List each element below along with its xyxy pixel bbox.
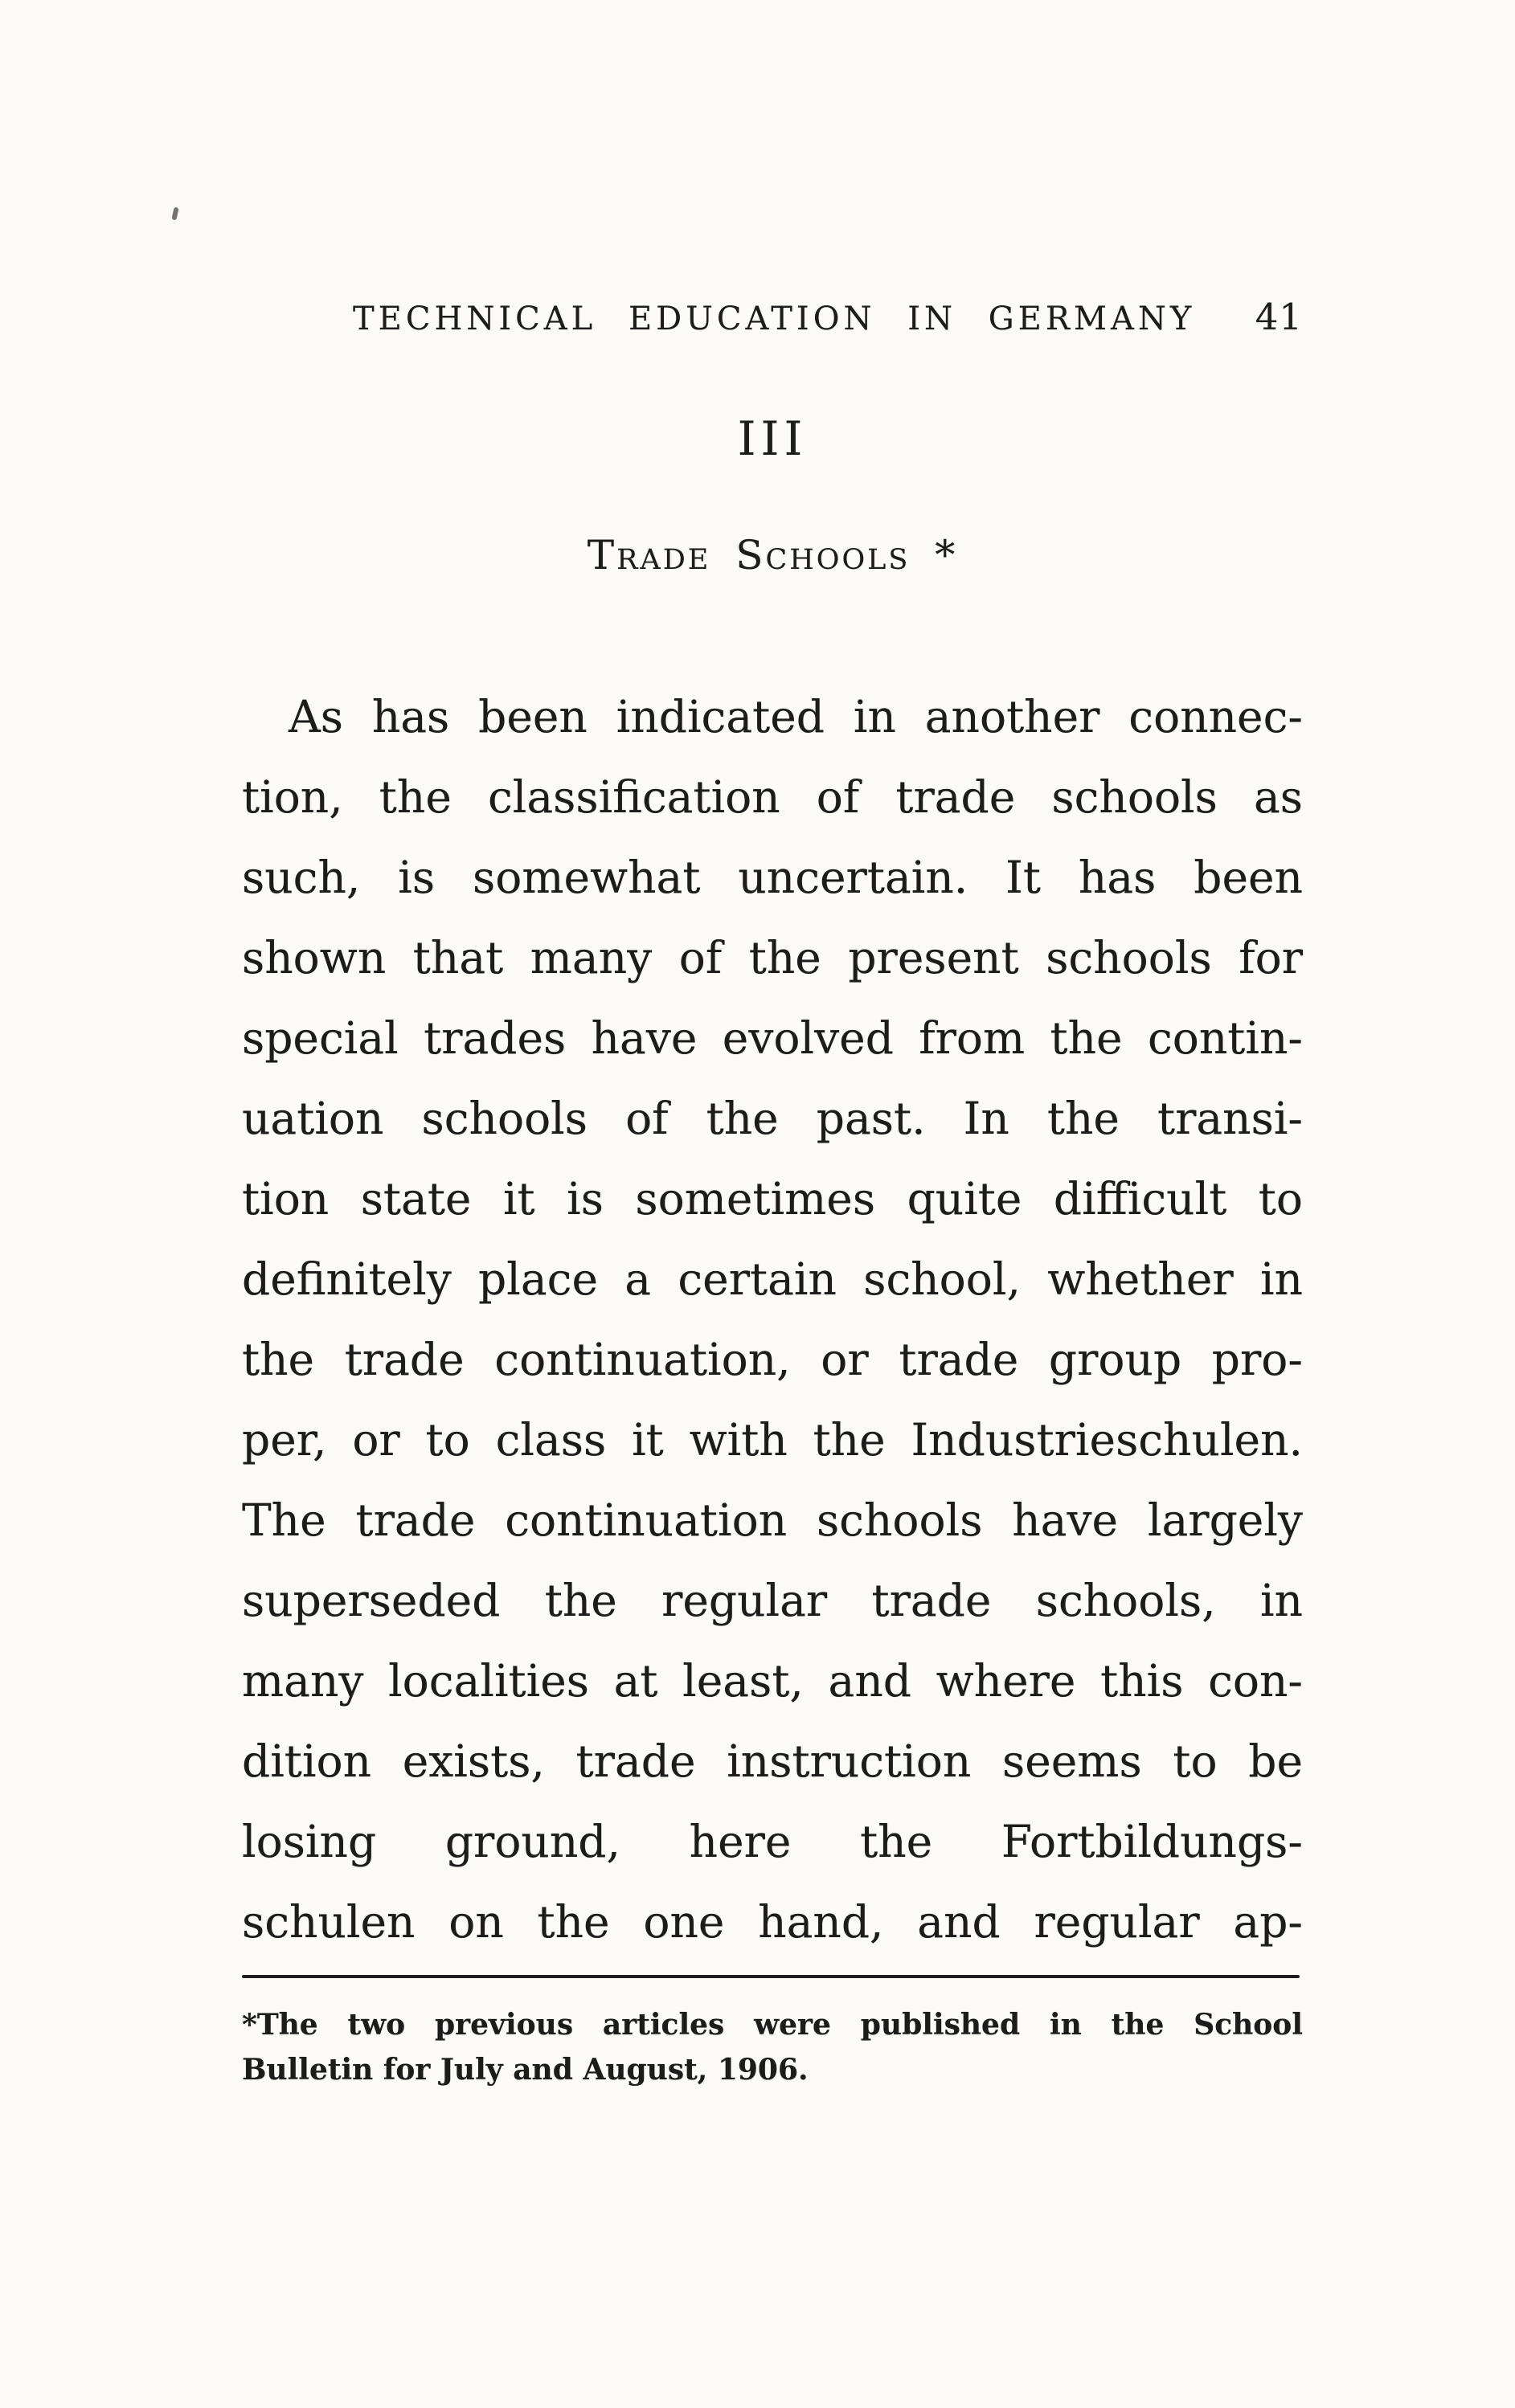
body-text-line: As has been indicated in another connec- [289,691,1303,742]
footnote-line: Bulletin for July and August, 1906. [242,2053,809,2087]
body-text-line: tion, the classification of trade schools as [242,771,1303,823]
footnote [242,2002,1303,2092]
body-text-line: uation schools of the past. In the transi- [242,1093,1303,1144]
body-text-line: definitely place a certain school, whether in [242,1253,1303,1305]
running-head-title: TECHNICAL EDUCATION IN GERMANY [353,300,1196,337]
body-text-line: special trades have evolved from the contin- [242,1012,1303,1064]
body-text [242,677,1303,1962]
body-text-line: losing ground, here the Fortbildungs- [242,1816,1303,1867]
body-text-line: dition exists, trade instruction seems to be [242,1735,1303,1787]
body-text-line: shown that many of the present schools for [242,932,1303,983]
section-number: III [737,411,808,466]
page-number: 41 [1255,296,1303,338]
body-text-line: many localities at least, and where this con- [242,1655,1303,1707]
body-text-line: per, or to class it with the Industrieschulen. [242,1414,1303,1466]
footnote-line: *The two previous articles were published in the School [242,2008,1303,2042]
body-text-line: tion state it is sometimes quite difficult to [242,1173,1303,1224]
body-text-line: superseded the regular trade schools, in [242,1575,1303,1626]
scan-artifact [171,207,178,221]
body-text-line: such, is somewhat uncertain. It has been [242,852,1303,903]
body-text-line: schulen on the one hand, and regular ap- [242,1896,1303,1948]
body-text-line: The trade continuation schools have largely [242,1494,1303,1546]
running-head [242,296,1303,338]
body-text-line: the trade continuation, or trade group pro- [242,1334,1303,1385]
chapter-heading: Trade Schools * [587,532,958,578]
footnote-rule [242,1975,1300,1978]
